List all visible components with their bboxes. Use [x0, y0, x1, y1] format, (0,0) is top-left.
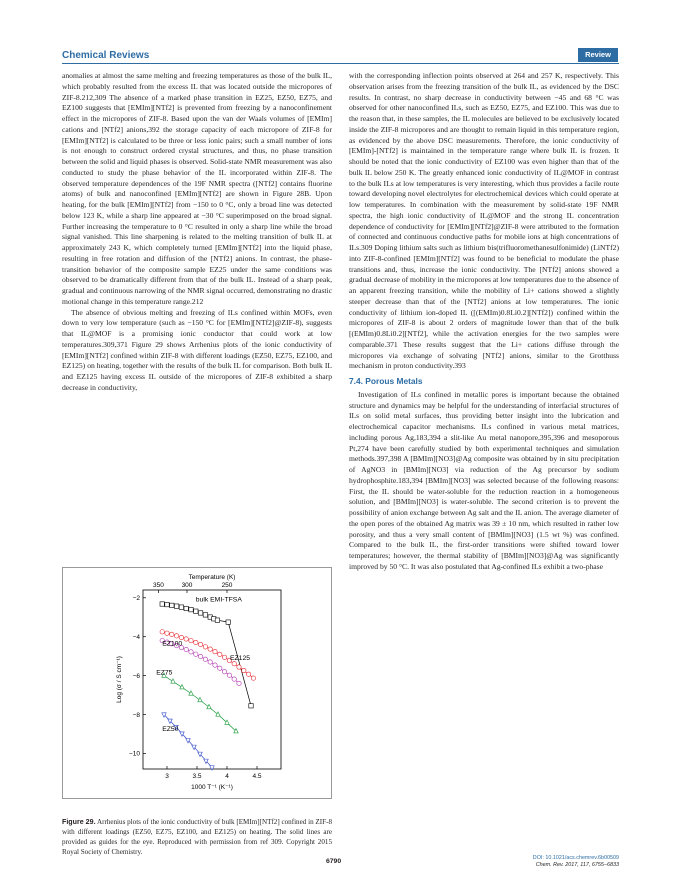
arrhenius-chart — [63, 568, 333, 800]
data-point — [194, 652, 198, 656]
data-point — [180, 685, 184, 689]
data-point — [218, 666, 222, 670]
citation: Chem. Rev. 2017, 117, 6755−6833 — [535, 862, 619, 868]
data-point — [171, 679, 175, 683]
series-label: EZ100 — [162, 640, 183, 648]
data-point — [165, 631, 169, 635]
data-point — [184, 606, 188, 610]
data-point — [218, 652, 222, 656]
data-point — [222, 655, 226, 659]
data-point — [170, 603, 174, 607]
data-point — [226, 620, 230, 624]
data-point — [208, 647, 212, 651]
data-point — [189, 691, 193, 695]
data-point — [232, 677, 236, 681]
right-paragraph-2: Investigation of ILs confined in metallic pores is important because the obtained structure and dynamics may be helpful for the understanding of interfacial structures of ILs on solid metal surfaces, thus providing better insight into the lubrication and electrochemical capacitor mechanisms. ILs confined in various metal matrices, including porous Ag,183,394 a slit-like Au metal nanopore,395,396 and mesoporous Pt,274 have been carefully studied by both experimental techniques and simulation methods.397,398 A [BMIm][NO3]@Ag composite was obtained by in situ precipitation of AgNO3 in [BMIm][NO3] via reduction of the Ag precursor by sodium hydrophosphite.183,394 [BMIm][NO3] was selected because of the following reasons: First, the IL should be water-soluble for the reduction reaction in a homogeneous solution, and [BMIm][NO3] is water-soluble. The second criterion is to prevent the possibility of anion exchange between Ag salt and the IL anion. The average diameter of the open pores of the obtained Ag matrix was 39 ± 10 nm, which resulted in rather low porosity, and thus a very small content of [BMIm][NO3] (1.5 wt %) was confined. Compared to the bulk IL, the first-order transitions were shifted toward lower temperatures; however, the thermal stability of [BMIm][NO3]@Ag was significantly improved by 50 °C. It was also postulated that Ag-confined ILs exhibit a two-phase — [349, 389, 619, 571]
x-tick-label: 3 — [165, 773, 169, 780]
series-label: EZ125 — [230, 655, 251, 663]
data-point — [246, 672, 250, 676]
data-point — [174, 604, 178, 608]
y-tick-label: −8 — [132, 711, 140, 719]
data-point — [184, 637, 188, 641]
data-point — [165, 602, 169, 606]
data-point — [242, 668, 246, 672]
figure-29 — [62, 567, 332, 799]
series-line — [164, 676, 236, 732]
data-point — [198, 654, 202, 658]
data-point — [216, 712, 220, 716]
x-tick-label: 4 — [225, 773, 229, 780]
right-column — [349, 71, 619, 573]
data-point — [160, 630, 164, 634]
figure-caption — [62, 817, 332, 857]
data-point — [198, 611, 202, 615]
top-axis-title: Temperature (K) — [188, 574, 236, 581]
doi-block — [533, 855, 619, 869]
data-point — [194, 640, 198, 644]
x-axis-title: 1000 T⁻¹ (K⁻¹) — [191, 784, 233, 791]
y-tick-label: −2 — [132, 595, 140, 603]
data-point — [198, 642, 202, 646]
top-tick-label: 350 — [152, 582, 164, 589]
y-tick-label: −10 — [128, 750, 140, 758]
doi-link[interactable]: DOI: 10.1021/acs.chemrev.6b00509 — [532, 855, 619, 861]
data-point — [249, 704, 253, 708]
data-point — [179, 635, 183, 639]
y-tick-label: −6 — [132, 672, 140, 680]
data-point — [251, 676, 255, 680]
left-paragraph-1: anomalies at almost the same melting and freezing temperatures as those of the bulk IL, which probably resulted from the excess IL that was located outside the micropores of ZIF-8.212,309 The absence of a marked phase transition in EZ25, EZ50, EZ75, and EZ100 suggests that [EMIm][NTf2] is prevented from freezing by a nanoconfinement effect in the micropores of ZIF-8. Based upon the van der Waals volumes of [EMIm] cations and [NTf2] anions,392 the storage capacity of each micropore of ZIF-8 for [EMIm][NTf2] is calculated to be three or less ionic pairs; such a small number of ions is not enough to construct ordered crystal structures, and thus, no phase transition between the solid and liquid phases is observed. Solid-state NMR measurement was also conducted to study the phase behavior of the IL incorporated within ZIF-8. The observed temperature dependences of the 19F NMR spectra ([NTf2] contains fluorine atoms) of bulk and nanoconfined [EMIm][NTf2] are shown in Figure 28B. Upon heating, for the bulk [EMIm][NTf2] from −150 to 0 °C, only a broad line was detected below 123 K, while a sharp line appeared at −30 °C superimposed on the broad signal. Further increasing the temperature to 0 °C resulted in only a sharp line while the broad signal vanished. This line sharpening is related to the melting transition of bulk IL at approximately 243 K, which completely turned [EMIm][NTf2] into the liquid phase, resulting in free rotation and diffusion of the [NTf2] anions. In contrast, the phase-transition behavior of the composite sample EZ25 under the same conditions was observed to be dramatically different from that of the bulk IL. Instead of a sharp peak, gradual and continuous narrowing of the NMR signal occurred, demonstrating no drastic motional change in this temperature range.212 — [62, 71, 332, 306]
data-point — [234, 729, 238, 733]
data-point — [215, 618, 219, 622]
right-paragraph-1: with the corresponding inflection points observed at 264 and 257 K, respectively. This observation arises from the freezing transition of the bulk IL, as evidenced by the DSC results. In contrast, no sharp decrease in conductivity between −45 and 68 °C was observed for other nanoconfined ILs, such as EZ50, EZ75, and EZ100. This was due to the reason that, in these samples, the IL molecules are believed to be exclusively located inside the ZIF-8 micropores and are thought to remain liquid in this temperature region, as evidenced by the above DSC measurements. Therefore, the ionic conductivity of [EMIm]-[NTf2] is maintained in the temperature range where bulk IL is frozen. It should be noted that the ionic conductivity of EZ100 was even higher than that of the bulk IL below 250 K. The greatly enhanced ionic conductivity of IL@MOF in contrast to the bulk ILs at low temperatures is very interesting, which thus provides a facile route toward developing novel electrolytes for electrochemical devices which could operate at low temperatures. In combination with the measurement by solid-state 19F NMR spectra, the high ionic conductivity of IL@MOF and the strong IL concentration dependence of conductivity for [EMIm][NTf2]@ZIF-8 were attributed to the formation of connected and continuous conductive paths for mobile ions at high concentrations of ILs.309 Doping lithium salts such as lithium bis(trifluoromethanesulfonimide) (LiNTf2) into ZIF-8-confined [EMIm][NTf2] was found to be beneficial to modulate the phase transitions and, thus, increase the ionic conductivity. The [NTf2] anions showed a gradual decrease of mobility in the micropores at low temperatures due to the absence of an apparent freezing transition, while the mobility of Li+ cations showed a slightly steeper decrease than that of the [NTf2] anions at low temperatures. The ionic conductivity of lithium ion-doped IL ([(EMIm)0.8Li0.2][NTf2]) confined within the micropores of ZIF-8 is about 2 orders of magnitude lower than that of the bulk [(EMIm)0.8Li0.2][NTf2], while the activation energies for the two samples were comparable.371 These results suggest that the Li+ cations diffuse through the micropores via exchange of solvating [NTf2] anions, similar to the Grotthuss mechanism in proton conductivity.393 — [349, 71, 619, 371]
data-point — [189, 607, 193, 611]
x-tick-label: 3.5 — [192, 773, 202, 780]
left-column — [62, 71, 332, 394]
x-tick-label: 4.5 — [252, 773, 262, 780]
series-label: EZ50 — [162, 726, 179, 734]
journal-title: Chemical Reviews — [62, 50, 150, 61]
data-point — [232, 662, 236, 666]
data-point — [213, 663, 217, 667]
data-point — [210, 766, 214, 770]
header-rule — [62, 63, 619, 64]
page-number: 6790 — [326, 858, 342, 865]
data-point — [237, 665, 241, 669]
series-label: EZ75 — [156, 669, 173, 677]
data-point — [203, 645, 207, 649]
data-point — [170, 632, 174, 636]
top-tick-label: 300 — [181, 582, 193, 589]
data-point — [222, 670, 226, 674]
y-axis-title: Log (σ / S cm⁻¹) — [116, 656, 123, 703]
caption-label: Figure 29. — [62, 818, 96, 826]
series-label: bulk EMI-TFSA — [195, 596, 242, 604]
data-point — [203, 657, 207, 661]
data-point — [237, 681, 241, 685]
data-point — [189, 638, 193, 642]
data-point — [203, 613, 207, 617]
left-paragraph-2: The absence of obvious melting and freezing of ILs confined within MOFs, even down to very low temperature (such as −150 °C for [EMIm][NTf2]@ZIF-8), suggests that IL@MOF is a promising ionic conductor that could work at low temperatures.309,371 Figure 29 shows Arrhenius plots of the ionic conductivity of [EMIm][NTf2] confined within ZIF-8 with different loadings (EZ50, EZ75, EZ100, and EZ125) on heating, together with the results of the bulk IL for comparison. Both bulk IL and EZ125 having excess IL outside of the micropores of ZIF-8 exhibited a sharp decrease in conductivity, — [62, 307, 332, 392]
data-point — [189, 650, 193, 654]
data-point — [174, 634, 178, 638]
top-tick-label: 250 — [221, 582, 233, 589]
data-point — [227, 673, 231, 677]
section-heading: 7.4. Porous Metals — [349, 376, 423, 386]
data-point — [213, 649, 217, 653]
data-point — [225, 720, 229, 724]
data-point — [179, 605, 183, 609]
data-point — [208, 660, 212, 664]
data-point — [194, 609, 198, 613]
data-point — [198, 697, 202, 701]
data-point — [160, 602, 164, 606]
section-badge: Review — [578, 48, 618, 62]
caption-text: Arrhenius plots of the ionic conductivity of bulk [EMIm][NTf2] confined in ZIF-8 with different loadings (EZ50, EZ75, EZ100, and EZ125) on heating. The solid lines are provided as guides for the eye. Reproduced with permission from ref 309. Copyright 2015 Royal Society of Chemistry. — [62, 818, 332, 856]
data-point — [207, 704, 211, 708]
data-point — [184, 647, 188, 651]
y-tick-label: −4 — [132, 633, 140, 641]
